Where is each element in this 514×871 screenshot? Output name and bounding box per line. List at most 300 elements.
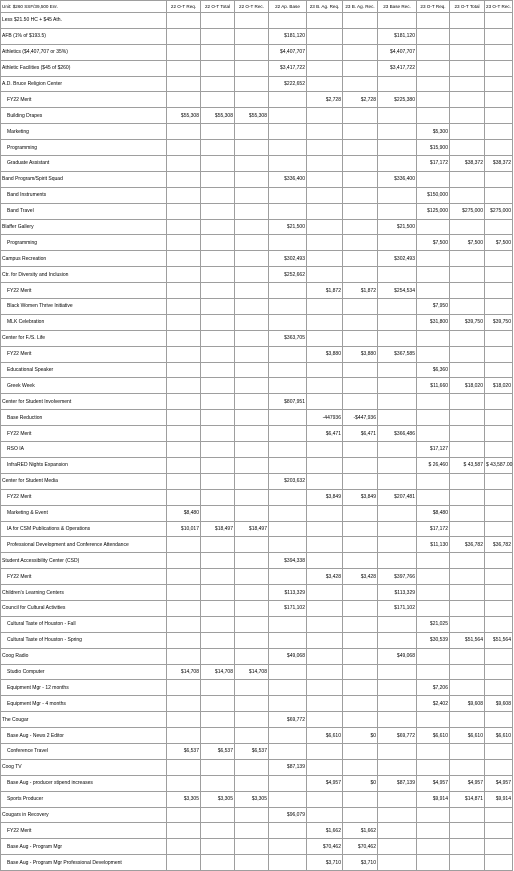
value-cell[interactable]: [450, 426, 485, 442]
value-cell[interactable]: [167, 410, 201, 426]
value-cell[interactable]: [485, 712, 513, 728]
value-cell[interactable]: $7,950: [417, 299, 450, 315]
value-cell[interactable]: [201, 187, 235, 203]
value-cell[interactable]: [417, 108, 450, 124]
value-cell[interactable]: [269, 124, 307, 140]
value-cell[interactable]: $87,139: [269, 759, 307, 775]
value-cell[interactable]: [167, 585, 201, 601]
value-cell[interactable]: $3,710: [343, 855, 378, 871]
row-label-cell[interactable]: Cultural Taste of Houston - Spring: [1, 632, 167, 648]
value-cell[interactable]: [201, 346, 235, 362]
value-cell[interactable]: [201, 728, 235, 744]
column-header[interactable]: 22 O-T Total: [201, 1, 235, 13]
value-cell[interactable]: $125,000: [417, 203, 450, 219]
value-cell[interactable]: [167, 203, 201, 219]
value-cell[interactable]: $254,534: [378, 283, 417, 299]
row-label-cell[interactable]: Children's Learning Centers: [1, 585, 167, 601]
value-cell[interactable]: $3,305: [201, 791, 235, 807]
value-cell[interactable]: [343, 457, 378, 473]
value-cell[interactable]: [417, 823, 450, 839]
value-cell[interactable]: [307, 362, 343, 378]
value-cell[interactable]: $336,400: [269, 171, 307, 187]
value-cell[interactable]: [167, 616, 201, 632]
value-cell[interactable]: [343, 187, 378, 203]
value-cell[interactable]: [167, 489, 201, 505]
value-cell[interactable]: $6,537: [235, 743, 269, 759]
value-cell[interactable]: [201, 76, 235, 92]
value-cell[interactable]: $49,068: [378, 648, 417, 664]
value-cell[interactable]: [378, 664, 417, 680]
value-cell[interactable]: [167, 219, 201, 235]
value-cell[interactable]: [201, 489, 235, 505]
value-cell[interactable]: [235, 553, 269, 569]
value-cell[interactable]: [201, 124, 235, 140]
value-cell[interactable]: [417, 60, 450, 76]
value-cell[interactable]: $181,120: [269, 28, 307, 44]
value-cell[interactable]: [307, 473, 343, 489]
value-cell[interactable]: [167, 187, 201, 203]
value-cell[interactable]: [235, 330, 269, 346]
value-cell[interactable]: [485, 600, 513, 616]
value-cell[interactable]: [235, 473, 269, 489]
value-cell[interactable]: [343, 696, 378, 712]
value-cell[interactable]: [235, 855, 269, 871]
value-cell[interactable]: $807,951: [269, 394, 307, 410]
value-cell[interactable]: [201, 648, 235, 664]
value-cell[interactable]: [167, 171, 201, 187]
row-label-cell[interactable]: Ctr. for Diversity and Inclusion: [1, 267, 167, 283]
value-cell[interactable]: [167, 775, 201, 791]
value-cell[interactable]: $0: [343, 775, 378, 791]
value-cell[interactable]: $367,585: [378, 346, 417, 362]
value-cell[interactable]: [378, 330, 417, 346]
value-cell[interactable]: [201, 569, 235, 585]
value-cell[interactable]: [167, 362, 201, 378]
value-cell[interactable]: [167, 632, 201, 648]
value-cell[interactable]: [378, 712, 417, 728]
value-cell[interactable]: $4,957: [307, 775, 343, 791]
column-header[interactable]: 23 B. Ag. Rec.: [343, 1, 378, 13]
value-cell[interactable]: $9,914: [485, 791, 513, 807]
value-cell[interactable]: [235, 712, 269, 728]
value-cell[interactable]: [167, 569, 201, 585]
value-cell[interactable]: [343, 124, 378, 140]
value-cell[interactable]: $3,428: [343, 569, 378, 585]
value-cell[interactable]: [307, 807, 343, 823]
value-cell[interactable]: [450, 394, 485, 410]
value-cell[interactable]: [307, 314, 343, 330]
value-cell[interactable]: [343, 743, 378, 759]
value-cell[interactable]: $222,652: [269, 76, 307, 92]
value-cell[interactable]: [235, 362, 269, 378]
value-cell[interactable]: [235, 92, 269, 108]
value-cell[interactable]: [450, 362, 485, 378]
value-cell[interactable]: [417, 600, 450, 616]
value-cell[interactable]: [201, 156, 235, 172]
value-cell[interactable]: [235, 76, 269, 92]
value-cell[interactable]: $55,308: [167, 108, 201, 124]
value-cell[interactable]: [307, 743, 343, 759]
value-cell[interactable]: [269, 616, 307, 632]
value-cell[interactable]: [378, 505, 417, 521]
value-cell[interactable]: [417, 759, 450, 775]
value-cell[interactable]: [269, 378, 307, 394]
value-cell[interactable]: [343, 585, 378, 601]
value-cell[interactable]: [307, 759, 343, 775]
value-cell[interactable]: $ 43,587: [450, 457, 485, 473]
value-cell[interactable]: [235, 696, 269, 712]
value-cell[interactable]: [269, 569, 307, 585]
value-cell[interactable]: [378, 553, 417, 569]
value-cell[interactable]: [485, 219, 513, 235]
value-cell[interactable]: [450, 569, 485, 585]
row-label-cell[interactable]: FY22 Merit: [1, 283, 167, 299]
value-cell[interactable]: [201, 712, 235, 728]
value-cell[interactable]: [307, 108, 343, 124]
value-cell[interactable]: [450, 76, 485, 92]
value-cell[interactable]: [343, 505, 378, 521]
value-cell[interactable]: [235, 759, 269, 775]
value-cell[interactable]: [269, 855, 307, 871]
value-cell[interactable]: [343, 394, 378, 410]
value-cell[interactable]: $4,407,707: [378, 44, 417, 60]
value-cell[interactable]: [417, 92, 450, 108]
value-cell[interactable]: [378, 108, 417, 124]
row-label-cell[interactable]: Blaffer Gallery: [1, 219, 167, 235]
value-cell[interactable]: -447936: [307, 410, 343, 426]
value-cell[interactable]: [485, 140, 513, 156]
value-cell[interactable]: [378, 616, 417, 632]
value-cell[interactable]: [417, 28, 450, 44]
value-cell[interactable]: [167, 759, 201, 775]
value-cell[interactable]: [450, 13, 485, 29]
value-cell[interactable]: [167, 457, 201, 473]
value-cell[interactable]: [307, 299, 343, 315]
value-cell[interactable]: [417, 743, 450, 759]
value-cell[interactable]: [450, 330, 485, 346]
value-cell[interactable]: [235, 410, 269, 426]
value-cell[interactable]: $394,338: [269, 553, 307, 569]
value-cell[interactable]: [450, 600, 485, 616]
value-cell[interactable]: [307, 140, 343, 156]
value-cell[interactable]: [269, 13, 307, 29]
value-cell[interactable]: [307, 791, 343, 807]
value-cell[interactable]: [235, 600, 269, 616]
value-cell[interactable]: [307, 76, 343, 92]
value-cell[interactable]: [167, 537, 201, 553]
value-cell[interactable]: [343, 219, 378, 235]
value-cell[interactable]: [307, 585, 343, 601]
value-cell[interactable]: [378, 839, 417, 855]
value-cell[interactable]: [167, 600, 201, 616]
value-cell[interactable]: [201, 92, 235, 108]
value-cell[interactable]: [450, 60, 485, 76]
value-cell[interactable]: [485, 505, 513, 521]
value-cell[interactable]: [343, 712, 378, 728]
value-cell[interactable]: [485, 76, 513, 92]
value-cell[interactable]: [201, 219, 235, 235]
value-cell[interactable]: [343, 442, 378, 458]
value-cell[interactable]: [450, 299, 485, 315]
value-cell[interactable]: $14,708: [201, 664, 235, 680]
value-cell[interactable]: [269, 537, 307, 553]
value-cell[interactable]: [269, 314, 307, 330]
value-cell[interactable]: [235, 124, 269, 140]
value-cell[interactable]: [417, 171, 450, 187]
value-cell[interactable]: [235, 457, 269, 473]
value-cell[interactable]: [450, 648, 485, 664]
value-cell[interactable]: [485, 489, 513, 505]
value-cell[interactable]: [235, 299, 269, 315]
value-cell[interactable]: [167, 140, 201, 156]
value-cell[interactable]: [269, 664, 307, 680]
value-cell[interactable]: $18,497: [235, 521, 269, 537]
value-cell[interactable]: $17,172: [417, 156, 450, 172]
value-cell[interactable]: $36,782: [450, 537, 485, 553]
value-cell[interactable]: $6,610: [307, 728, 343, 744]
value-cell[interactable]: [307, 442, 343, 458]
value-cell[interactable]: [485, 187, 513, 203]
value-cell[interactable]: [343, 13, 378, 29]
value-cell[interactable]: [167, 680, 201, 696]
value-cell[interactable]: $7,500: [485, 235, 513, 251]
value-cell[interactable]: [485, 410, 513, 426]
value-cell[interactable]: [307, 696, 343, 712]
value-cell[interactable]: $ 43,587.00: [485, 457, 513, 473]
value-cell[interactable]: $15,900: [417, 140, 450, 156]
value-cell[interactable]: $51,564: [485, 632, 513, 648]
value-cell[interactable]: [269, 696, 307, 712]
value-cell[interactable]: [307, 648, 343, 664]
value-cell[interactable]: [269, 187, 307, 203]
value-cell[interactable]: [167, 60, 201, 76]
value-cell[interactable]: [485, 346, 513, 362]
value-cell[interactable]: $252,662: [269, 267, 307, 283]
value-cell[interactable]: [343, 330, 378, 346]
value-cell[interactable]: [417, 839, 450, 855]
value-cell[interactable]: [201, 235, 235, 251]
value-cell[interactable]: [167, 92, 201, 108]
value-cell[interactable]: [235, 187, 269, 203]
value-cell[interactable]: [450, 553, 485, 569]
value-cell[interactable]: [269, 775, 307, 791]
value-cell[interactable]: [201, 775, 235, 791]
value-cell[interactable]: [417, 44, 450, 60]
value-cell[interactable]: [167, 442, 201, 458]
row-label-cell[interactable]: FY22 Merit: [1, 489, 167, 505]
value-cell[interactable]: [343, 600, 378, 616]
value-cell[interactable]: [485, 60, 513, 76]
value-cell[interactable]: [235, 203, 269, 219]
row-label-cell[interactable]: Black Women Thrive Initiative: [1, 299, 167, 315]
value-cell[interactable]: [450, 108, 485, 124]
row-label-cell[interactable]: Coog TV: [1, 759, 167, 775]
value-cell[interactable]: [450, 759, 485, 775]
value-cell[interactable]: [378, 442, 417, 458]
value-cell[interactable]: [343, 203, 378, 219]
value-cell[interactable]: $55,308: [235, 108, 269, 124]
value-cell[interactable]: [485, 807, 513, 823]
row-label-cell[interactable]: FY22 Merit: [1, 92, 167, 108]
value-cell[interactable]: [235, 140, 269, 156]
value-cell[interactable]: [201, 283, 235, 299]
value-cell[interactable]: [343, 171, 378, 187]
value-cell[interactable]: $87,139: [378, 775, 417, 791]
value-cell[interactable]: [485, 759, 513, 775]
value-cell[interactable]: [450, 743, 485, 759]
value-cell[interactable]: [269, 426, 307, 442]
value-cell[interactable]: [450, 140, 485, 156]
value-cell[interactable]: [343, 473, 378, 489]
value-cell[interactable]: [201, 600, 235, 616]
value-cell[interactable]: [167, 251, 201, 267]
value-cell[interactable]: [307, 267, 343, 283]
value-cell[interactable]: [201, 616, 235, 632]
value-cell[interactable]: $49,068: [269, 648, 307, 664]
value-cell[interactable]: $69,772: [378, 728, 417, 744]
value-cell[interactable]: [201, 632, 235, 648]
value-cell[interactable]: [485, 585, 513, 601]
value-cell[interactable]: [269, 299, 307, 315]
value-cell[interactable]: $39,750: [485, 314, 513, 330]
value-cell[interactable]: [450, 171, 485, 187]
value-cell[interactable]: [378, 855, 417, 871]
value-cell[interactable]: $14,708: [235, 664, 269, 680]
value-cell[interactable]: [485, 569, 513, 585]
value-cell[interactable]: [235, 616, 269, 632]
row-label-cell[interactable]: AFB (1% of $193.5): [1, 28, 167, 44]
value-cell[interactable]: $207,481: [378, 489, 417, 505]
value-cell[interactable]: [307, 712, 343, 728]
value-cell[interactable]: [417, 13, 450, 29]
value-cell[interactable]: [378, 823, 417, 839]
value-cell[interactable]: $9,914: [417, 791, 450, 807]
value-cell[interactable]: [343, 156, 378, 172]
value-cell[interactable]: [378, 791, 417, 807]
value-cell[interactable]: $4,957: [485, 775, 513, 791]
value-cell[interactable]: $39,750: [450, 314, 485, 330]
value-cell[interactable]: [269, 839, 307, 855]
value-cell[interactable]: $36,782: [485, 537, 513, 553]
value-cell[interactable]: [235, 728, 269, 744]
value-cell[interactable]: [378, 696, 417, 712]
value-cell[interactable]: $113,329: [269, 585, 307, 601]
value-cell[interactable]: [343, 314, 378, 330]
value-cell[interactable]: [269, 235, 307, 251]
value-cell[interactable]: [417, 426, 450, 442]
value-cell[interactable]: [450, 823, 485, 839]
value-cell[interactable]: $4,957: [417, 775, 450, 791]
value-cell[interactable]: [235, 346, 269, 362]
value-cell[interactable]: [167, 728, 201, 744]
value-cell[interactable]: [485, 616, 513, 632]
value-cell[interactable]: [450, 124, 485, 140]
value-cell[interactable]: [378, 235, 417, 251]
value-cell[interactable]: [417, 410, 450, 426]
column-header[interactable]: 22 O-T Req.: [167, 1, 201, 13]
value-cell[interactable]: [201, 505, 235, 521]
column-header[interactable]: Unit: $260 SSF/39,500 Enr.: [1, 1, 167, 13]
value-cell[interactable]: [378, 473, 417, 489]
value-cell[interactable]: [485, 394, 513, 410]
row-label-cell[interactable]: A.D. Bruce Religion Center: [1, 76, 167, 92]
value-cell[interactable]: $7,500: [450, 235, 485, 251]
value-cell[interactable]: [235, 585, 269, 601]
value-cell[interactable]: [343, 76, 378, 92]
value-cell[interactable]: [343, 616, 378, 632]
value-cell[interactable]: $30,539: [417, 632, 450, 648]
value-cell[interactable]: [378, 124, 417, 140]
value-cell[interactable]: [307, 664, 343, 680]
value-cell[interactable]: [201, 473, 235, 489]
value-cell[interactable]: $275,000: [450, 203, 485, 219]
value-cell[interactable]: [343, 807, 378, 823]
value-cell[interactable]: [417, 585, 450, 601]
value-cell[interactable]: $6,610: [485, 728, 513, 744]
row-label-cell[interactable]: Marketing: [1, 124, 167, 140]
row-label-cell[interactable]: FY22 Merit: [1, 426, 167, 442]
value-cell[interactable]: [201, 410, 235, 426]
value-cell[interactable]: [378, 759, 417, 775]
value-cell[interactable]: $31,800: [417, 314, 450, 330]
row-label-cell[interactable]: Campus Recreation: [1, 251, 167, 267]
value-cell[interactable]: $11,130: [417, 537, 450, 553]
value-cell[interactable]: $3,428: [307, 569, 343, 585]
value-cell[interactable]: $7,206: [417, 680, 450, 696]
row-label-cell[interactable]: FY22 Merit: [1, 346, 167, 362]
value-cell[interactable]: $7,500: [417, 235, 450, 251]
value-cell[interactable]: [485, 267, 513, 283]
value-cell[interactable]: [235, 839, 269, 855]
column-header[interactable]: 23 O-T Req.: [417, 1, 450, 13]
row-label-cell[interactable]: RSO IA: [1, 442, 167, 458]
row-label-cell[interactable]: Band Program/Spirit Squad: [1, 171, 167, 187]
value-cell[interactable]: [307, 537, 343, 553]
value-cell[interactable]: [235, 648, 269, 664]
value-cell[interactable]: [167, 473, 201, 489]
value-cell[interactable]: [378, 267, 417, 283]
value-cell[interactable]: $363,705: [269, 330, 307, 346]
row-label-cell[interactable]: Graduate Assistant: [1, 156, 167, 172]
value-cell[interactable]: [417, 489, 450, 505]
value-cell[interactable]: [307, 44, 343, 60]
value-cell[interactable]: [307, 680, 343, 696]
value-cell[interactable]: $38,372: [485, 156, 513, 172]
value-cell[interactable]: $2,728: [343, 92, 378, 108]
value-cell[interactable]: [201, 44, 235, 60]
value-cell[interactable]: [201, 203, 235, 219]
row-label-cell[interactable]: Band Travel: [1, 203, 167, 219]
value-cell[interactable]: [485, 473, 513, 489]
value-cell[interactable]: [201, 537, 235, 553]
value-cell[interactable]: [378, 807, 417, 823]
value-cell[interactable]: [235, 394, 269, 410]
value-cell[interactable]: [269, 203, 307, 219]
value-cell[interactable]: [450, 92, 485, 108]
value-cell[interactable]: [450, 283, 485, 299]
value-cell[interactable]: [201, 171, 235, 187]
value-cell[interactable]: [235, 60, 269, 76]
value-cell[interactable]: [417, 569, 450, 585]
value-cell[interactable]: [235, 632, 269, 648]
value-cell[interactable]: [485, 13, 513, 29]
value-cell[interactable]: $69,772: [269, 712, 307, 728]
value-cell[interactable]: [417, 283, 450, 299]
value-cell[interactable]: [235, 537, 269, 553]
value-cell[interactable]: $11,660: [417, 378, 450, 394]
value-cell[interactable]: $14,708: [167, 664, 201, 680]
value-cell[interactable]: [201, 140, 235, 156]
